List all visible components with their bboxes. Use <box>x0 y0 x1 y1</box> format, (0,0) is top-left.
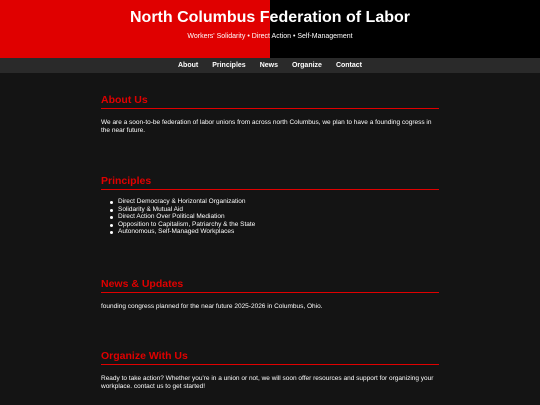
site-header <box>0 0 540 58</box>
nav-link-principles[interactable]: Principles <box>212 62 246 69</box>
site-tagline: Workers' Solidarity • Direct Action • Self-Management <box>187 33 353 40</box>
list-item: Solidarity & Mutual Aid <box>118 206 439 214</box>
list-item: Autonomous, Self-Managed Workplaces <box>118 228 439 236</box>
organize-section <box>101 350 439 391</box>
list-item: Direct Democracy & Horizontal Organization <box>118 198 439 206</box>
nav-link-contact[interactable]: Contact <box>335 62 362 69</box>
nav-link-news[interactable]: News <box>259 62 278 69</box>
news-heading: News & Updates <box>101 278 439 293</box>
about-text: We are a soon-to-be federation of labor unions from across north Columbus, we plan to have a founding cogress in the near future. <box>101 119 432 134</box>
site-title: North Columbus Federation of Labor <box>130 9 410 26</box>
about-section <box>101 94 439 135</box>
principles-heading: Principles <box>101 175 439 190</box>
nav-link-organize[interactable]: Organize <box>291 62 322 69</box>
principles-section <box>101 175 439 236</box>
news-section <box>101 278 439 311</box>
organize-text: Ready to take action? Whether you're in a union or not, we will soon offer resources and support for organizing your workplace. contact us to get started! <box>101 375 434 390</box>
main-nav <box>0 58 540 73</box>
nav-link-about[interactable]: About <box>178 62 199 69</box>
news-text: founding congress planned for the near future 2025-2026 in Columbus, Ohio. <box>101 303 323 310</box>
about-heading: About Us <box>101 94 439 109</box>
principles-list <box>101 198 439 236</box>
organize-heading: Organize With Us <box>101 350 439 365</box>
list-item: Opposition to Capitalism, Patriarchy & the State <box>118 221 439 229</box>
list-item: Direct Action Over Political Mediation <box>118 213 439 221</box>
